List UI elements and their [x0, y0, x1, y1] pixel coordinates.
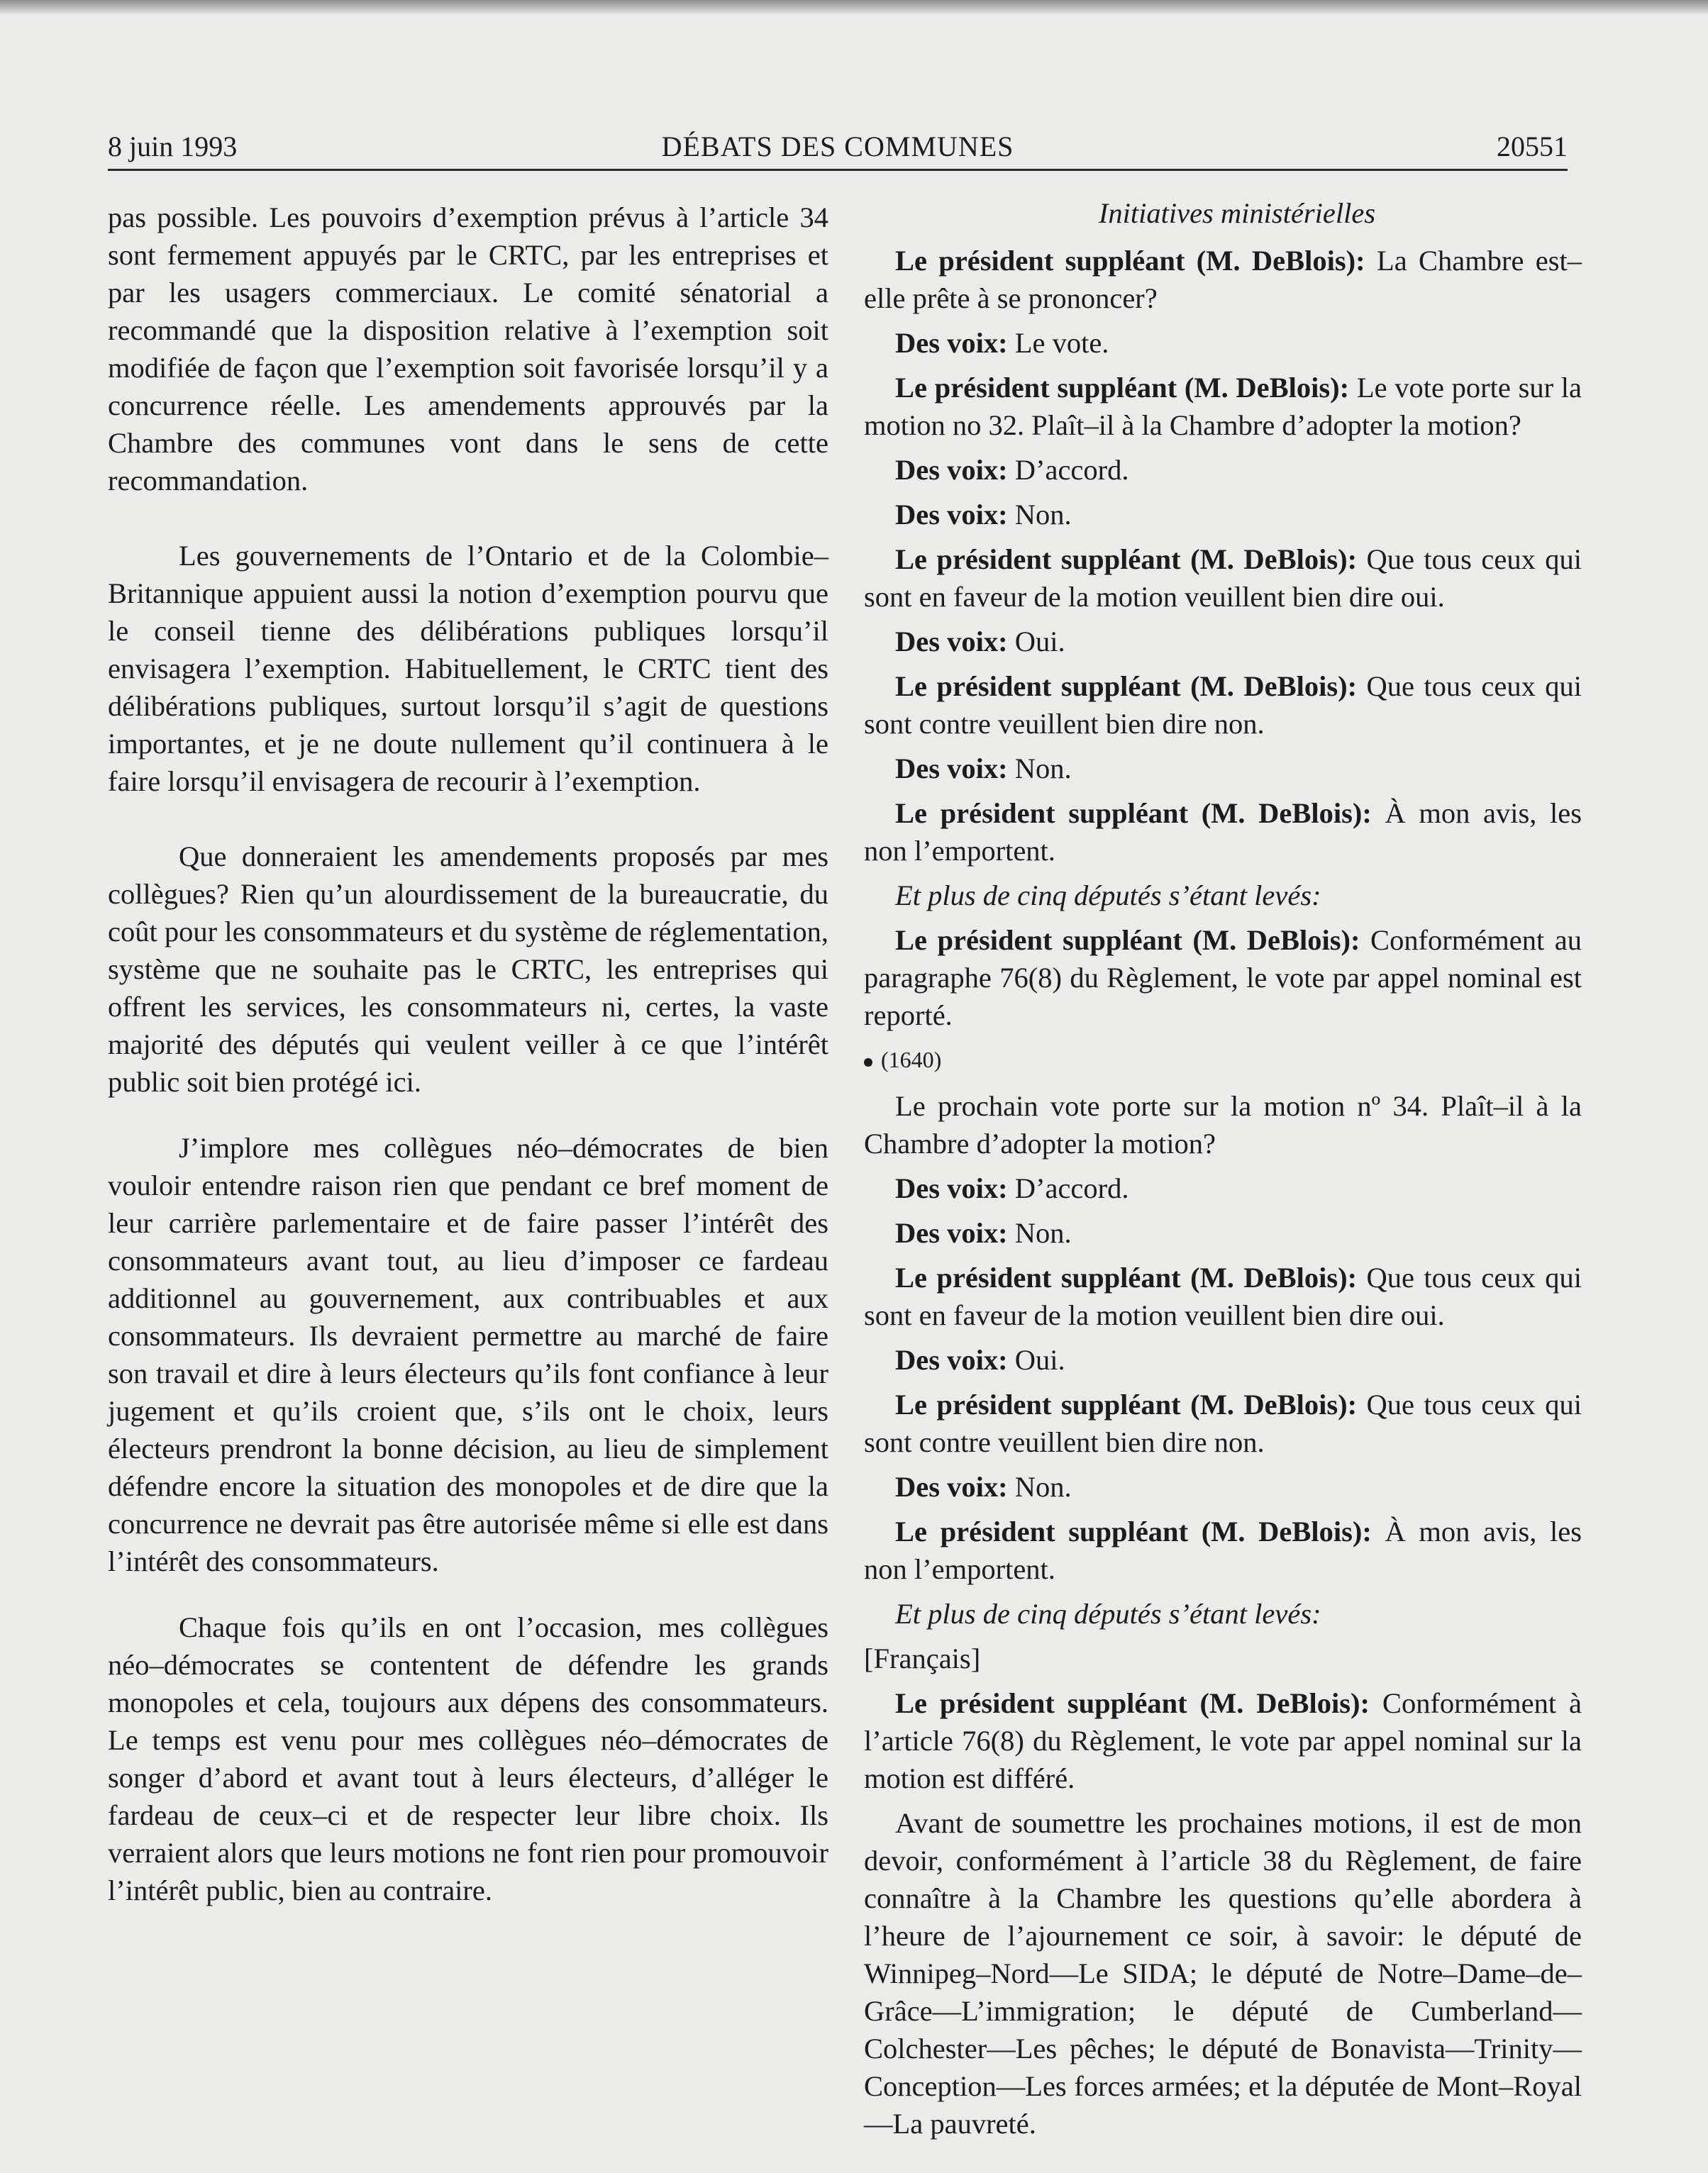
- speech-entry: [864, 1513, 1582, 1588]
- speech-entry: [864, 1386, 1582, 1461]
- speech-entry: Le prochain vote porte sur la motion nº 34. Plaît–il à la Chambre d’adopter la motion?: [864, 1090, 1582, 1160]
- speaker-name: Le président suppléant (M. DeBlois):: [895, 1389, 1358, 1421]
- speech-text: D’accord.: [1007, 454, 1129, 486]
- speech-text: Conformément au paragraphe 76(8) du Règlement, le vote par appel nominal est reporté.: [864, 924, 1582, 1031]
- speaker-name: Le président suppléant (M. DeBlois):: [895, 1687, 1370, 1719]
- speaker-name: Des voix:: [895, 327, 1008, 359]
- speech-entry: [864, 667, 1582, 743]
- speaker-name: Des voix:: [895, 1471, 1008, 1503]
- speech-text: D’accord.: [1007, 1172, 1129, 1204]
- speech-text: Que tous ceux qui sont contre veuillent bien dire non.: [864, 1389, 1582, 1458]
- speaker-name: Des voix:: [895, 752, 1008, 784]
- header-title: DÉBATS DES COMMUNES: [661, 130, 1014, 162]
- speech-entry: [864, 1214, 1582, 1252]
- speech-text: La Chambre est–elle prête à se prononcer?: [864, 245, 1582, 314]
- speech-entry: [864, 540, 1582, 616]
- left-paragraph: pas possible. Les pouvoirs d’exemption prévus à l’article 34 sont fermement appuyés par le CRTC, par les entreprises et par les usagers commerciaux. Le comité sénatorial a recommandé que la disposition relative à l’exemption soit modifiée de façon que l’exemption soit favorisée lorsqu’il y a concurrence réelle. Les amendements approuvés par la Chambre des communes vont dans le sens de cette recommandation.: [108, 201, 828, 496]
- speech-text: Le vote porte sur la motion no 32. Plaît–il à la Chambre d’adopter la motion?: [864, 372, 1582, 441]
- speech-entry: [864, 1684, 1582, 1797]
- speech-entry: [864, 1341, 1582, 1379]
- speaker-name: Le président suppléant (M. DeBlois):: [895, 924, 1360, 956]
- speech-text: Que tous ceux qui sont en faveur de la motion veuillent bien dire oui.: [864, 543, 1582, 613]
- header-date: 8 juin 1993: [108, 130, 238, 162]
- speech-entry: [864, 1169, 1582, 1207]
- speech-entry: [864, 242, 1582, 317]
- left-paragraph: Que donneraient les amendements proposés par mes collègues? Rien qu’un alourdissement de la bureaucratie, du coût pour les consommateurs et du système de réglementation, système que ne souhaite pas le CRTC, les entreprises qui offrent les services, les consommateurs ni, certes, la vaste majorité des députés qui veulent veiller à ce que l’intérêt public soit bien protégé ici.: [108, 840, 828, 1098]
- speech-entry: [864, 451, 1582, 489]
- bullet-icon: [864, 1058, 872, 1067]
- running-head: Initiatives ministérielles: [1098, 197, 1376, 229]
- speech-entry: [864, 1468, 1582, 1506]
- header-page-number: 20551: [1497, 130, 1568, 162]
- speech-text: Oui.: [1007, 626, 1065, 657]
- speech-text: Que tous ceux qui sont contre veuillent bien dire non.: [864, 670, 1582, 740]
- speaker-name: Le président suppléant (M. DeBlois):: [895, 1516, 1372, 1547]
- speech-entry: [864, 794, 1582, 869]
- speech-entry: [864, 623, 1582, 660]
- debate-transcript: [864, 242, 1582, 2143]
- speaker-name: Le président suppléant (M. DeBlois):: [895, 543, 1358, 575]
- page-header: [108, 125, 1568, 171]
- speaker-name: Le président suppléant (M. DeBlois):: [895, 797, 1372, 829]
- stage-direction: Et plus de cinq députés s’étant levés:: [895, 879, 1321, 911]
- speaker-name: Le président suppléant (M. DeBlois):: [895, 245, 1365, 277]
- language-marker: [Français]: [864, 1643, 981, 1674]
- speech-text: À mon avis, les non l’emportent.: [864, 1516, 1582, 1585]
- speech-text: Que tous ceux qui sont en faveur de la motion veuillent bien dire oui.: [864, 1262, 1582, 1331]
- speech-entry: [864, 921, 1582, 1034]
- speech-entry: [864, 496, 1582, 533]
- stage-direction: Et plus de cinq députés s’étant levés:: [895, 1598, 1321, 1630]
- speech-text: Non.: [1007, 752, 1072, 784]
- speech-entry: [864, 369, 1582, 444]
- speaker-name: Des voix:: [895, 1217, 1008, 1249]
- right-column: [864, 199, 1582, 2150]
- speech-text: Conformément à l’article 76(8) du Règlement, le vote par appel nominal sur la motion est différé.: [864, 1687, 1582, 1794]
- speech-entry: [864, 1259, 1582, 1334]
- speech-text: Oui.: [1007, 1344, 1065, 1376]
- speaker-name: Le président suppléant (M. DeBlois):: [895, 372, 1350, 404]
- speaker-name: Des voix:: [895, 499, 1008, 530]
- scan-edge: [0, 0, 1708, 16]
- speaker-name: Le président suppléant (M. DeBlois):: [895, 670, 1358, 702]
- speech-entry: Avant de soumettre les prochaines motions, il est de mon devoir, conformément à l’article 38 du Règlement, de faire connaître à la Chambre les questions qu’elle abordera à l’heure de l’ajournement ce soir, à savoir: le député de Winnipeg–Nord—Le SIDA; le député de Notre–Dame–de–Grâce—L’immigration; le député de Cumberland—Colchester—Les pêches; le député de Bonavista—Trinity—Conception—Les forces armées; et la députée de Mont–Royal—La pauvreté.: [864, 1807, 1582, 2140]
- speaker-name: Des voix:: [895, 454, 1008, 486]
- speaker-name: Le président suppléant (M. DeBlois):: [895, 1262, 1358, 1294]
- speech-entry: [864, 324, 1582, 362]
- speaker-name: Des voix:: [895, 1172, 1008, 1204]
- speech-text: À mon avis, les non l’emportent.: [864, 797, 1582, 867]
- speech-entry: [864, 750, 1582, 787]
- left-paragraph: J’implore mes collègues néo–démocrates de bien vouloir entendre raison rien que pendant ce bref moment de leur carrière parlementaire et de faire passer l’intérêt des consommateurs avant tout, au lieu d’imposer ce fardeau additionnel au gouvernement, aux contribuables et aux consommateurs. Ils devraient permettre au marché de faire son travail et dire à leurs électeurs qu’ils font confiance à leur jugement et qu’ils croient que, s’ils ont le choix, leurs électeurs prendront la bonne décision, au lieu de simplement défendre encore la situation des monopoles et de dire que la concurrence ne devrait pas être autorisée même si elle est dans l’intérêt des consommateurs.: [108, 1132, 828, 1577]
- speech-text: Non.: [1007, 1471, 1072, 1503]
- left-paragraph: Chaque fois qu’ils en ont l’occasion, mes collègues néo–démocrates se contentent de défendre les grands monopoles et cela, toujours aux dépens des consommateurs. Le temps est venu pour mes collègues néo–démocrates de songer d’abord et avant tout à leurs électeurs, d’alléger le fardeau de ceux–ci et de respecter leur libre choix. Ils verraient alors que leurs motions ne font rien pour promouvoir l’intérêt public, bien au contraire.: [108, 1611, 828, 1906]
- left-column: [108, 199, 828, 1909]
- speech-text: Le vote.: [1007, 327, 1109, 359]
- timestamp: [864, 1041, 1582, 1079]
- speech-text: Non.: [1007, 499, 1072, 530]
- timestamp-text: (1640): [881, 1047, 942, 1072]
- speaker-name: Des voix:: [895, 626, 1008, 657]
- speech-text: Non.: [1007, 1217, 1072, 1249]
- left-paragraph: Les gouvernements de l’Ontario et de la Colombie–Britannique appuient aussi la notion d’exemption pourvu que le conseil tienne des délibérations publiques lorsqu’il envisagera l’exemption. Habituellement, le CRTC tient des délibérations publiques, surtout lorsqu’il s’agit de questions importantes, et je ne doute nullement qu’il continuera à le faire lorsqu’il envisagera de recourir à l’exemption.: [108, 540, 828, 797]
- speaker-name: Des voix:: [895, 1344, 1008, 1376]
